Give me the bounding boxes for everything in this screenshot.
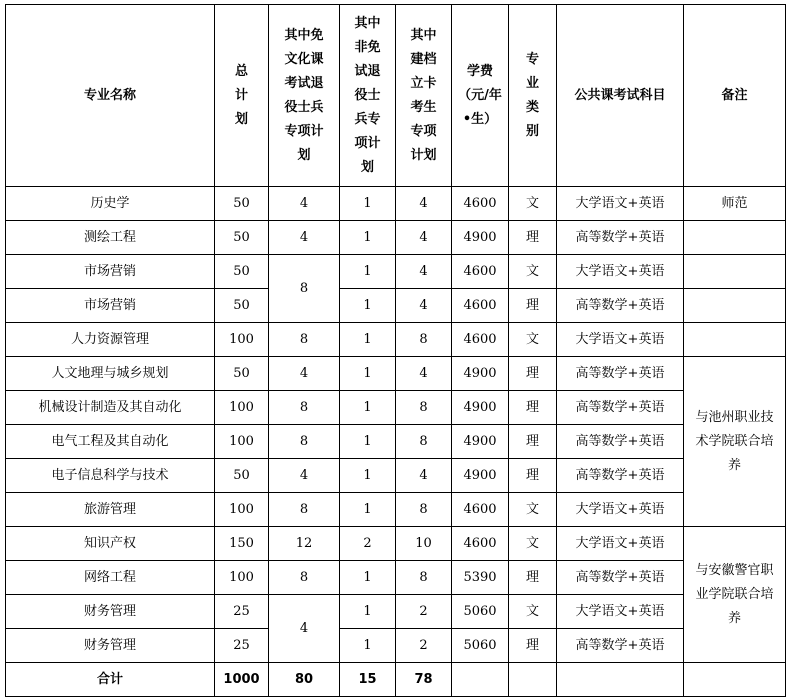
exempt-cell: 4	[269, 221, 340, 255]
total-cell: 25	[215, 595, 269, 629]
poverty-cell: 4	[396, 187, 452, 221]
non-exempt-cell: 1	[340, 391, 396, 425]
poverty-cell: 10	[396, 527, 452, 561]
category-cell: 理	[509, 391, 557, 425]
poverty-cell: 4	[396, 255, 452, 289]
table-row	[6, 391, 786, 425]
subjects-cell: 高等数学+英语	[557, 357, 684, 391]
table-row	[6, 187, 786, 221]
category-cell: 文	[509, 527, 557, 561]
note-cell	[684, 221, 786, 255]
table-row	[6, 289, 786, 323]
fee-blank	[452, 663, 509, 697]
table-row	[6, 459, 786, 493]
enrollment-plan-table	[5, 4, 786, 697]
fee-cell: 4600	[452, 323, 509, 357]
poverty-cell: 4	[396, 221, 452, 255]
exempt-cell: 4	[269, 595, 340, 663]
subjects-cell: 高等数学+英语	[557, 629, 684, 663]
major-cell: 测绘工程	[6, 221, 215, 255]
table-row	[6, 255, 786, 289]
subjects-cell: 大学语文+英语	[557, 255, 684, 289]
subjects-cell: 高等数学+英语	[557, 391, 684, 425]
category-cell: 理	[509, 459, 557, 493]
exempt-cell: 8	[269, 391, 340, 425]
major-cell: 网络工程	[6, 561, 215, 595]
total-cell: 50	[215, 357, 269, 391]
note-chizhou: 与池州职业技术学院联合培养	[684, 357, 786, 527]
fee-cell: 4900	[452, 221, 509, 255]
subjects-cell: 高等数学+英语	[557, 561, 684, 595]
non-exempt-cell: 1	[340, 289, 396, 323]
note-cell: 师范	[684, 187, 786, 221]
category-cell: 文	[509, 493, 557, 527]
non-exempt-cell: 1	[340, 493, 396, 527]
table-row	[6, 527, 786, 561]
exempt-cell: 8	[269, 323, 340, 357]
poverty-cell: 8	[396, 425, 452, 459]
fee-cell: 4600	[452, 289, 509, 323]
fee-cell: 5060	[452, 595, 509, 629]
category-cell: 理	[509, 289, 557, 323]
major-cell: 历史学	[6, 187, 215, 221]
fee-cell: 4900	[452, 459, 509, 493]
exempt-cell: 8	[269, 255, 340, 323]
header-category: 专业类别	[509, 5, 557, 187]
total-cell: 100	[215, 391, 269, 425]
fee-cell: 4900	[452, 357, 509, 391]
category-cell: 文	[509, 255, 557, 289]
header-notes: 备注	[684, 5, 786, 187]
fee-cell: 4600	[452, 255, 509, 289]
note-cell	[684, 255, 786, 289]
major-cell: 电气工程及其自动化	[6, 425, 215, 459]
exempt-cell: 8	[269, 425, 340, 459]
category-cell: 理	[509, 561, 557, 595]
fee-cell: 4900	[452, 391, 509, 425]
category-cell: 理	[509, 425, 557, 459]
category-cell: 文	[509, 323, 557, 357]
poverty-cell: 2	[396, 629, 452, 663]
non-exempt-cell: 1	[340, 255, 396, 289]
poverty-cell: 4	[396, 357, 452, 391]
exempt-cell: 8	[269, 561, 340, 595]
total-cell: 25	[215, 629, 269, 663]
subjects-cell: 高等数学+英语	[557, 221, 684, 255]
note-cell	[684, 323, 786, 357]
major-cell: 机械设计制造及其自动化	[6, 391, 215, 425]
poverty-cell: 8	[396, 323, 452, 357]
non-exempt-cell: 1	[340, 425, 396, 459]
fee-cell: 5060	[452, 629, 509, 663]
exempt-cell: 4	[269, 459, 340, 493]
exempt-cell: 4	[269, 187, 340, 221]
poverty-cell: 8	[396, 493, 452, 527]
header-fee: 学费（元/年•生）	[452, 5, 509, 187]
subjects-blank	[557, 663, 684, 697]
header-exempt: 其中免文化课考试退役士兵专项计划	[269, 5, 340, 187]
total-cell: 100	[215, 493, 269, 527]
subjects-cell: 高等数学+英语	[557, 289, 684, 323]
major-cell: 人力资源管理	[6, 323, 215, 357]
non-exempt-cell: 1	[340, 357, 396, 391]
table-row	[6, 493, 786, 527]
subjects-cell: 大学语文+英语	[557, 493, 684, 527]
fee-cell: 4900	[452, 425, 509, 459]
table-row	[6, 357, 786, 391]
table-row	[6, 221, 786, 255]
subjects-cell: 大学语文+英语	[557, 527, 684, 561]
non-exempt-cell: 1	[340, 187, 396, 221]
total-cell: 150	[215, 527, 269, 561]
table-row	[6, 629, 786, 663]
header-poverty: 其中建档立卡考生专项计划	[396, 5, 452, 187]
note-cell	[684, 289, 786, 323]
category-blank	[509, 663, 557, 697]
major-cell: 财务管理	[6, 629, 215, 663]
major-cell: 知识产权	[6, 527, 215, 561]
total-cell: 100	[215, 561, 269, 595]
non-exempt-cell: 2	[340, 527, 396, 561]
note-blank	[684, 663, 786, 697]
table-row	[6, 425, 786, 459]
subjects-cell: 大学语文+英语	[557, 187, 684, 221]
total-cell: 100	[215, 323, 269, 357]
major-cell: 财务管理	[6, 595, 215, 629]
total-row	[6, 663, 786, 697]
exempt-cell: 8	[269, 493, 340, 527]
fee-cell: 4600	[452, 493, 509, 527]
major-cell: 市场营销	[6, 289, 215, 323]
non-exempt-cell: 1	[340, 323, 396, 357]
table-row	[6, 595, 786, 629]
category-cell: 文	[509, 595, 557, 629]
exempt-sum: 80	[269, 663, 340, 697]
subjects-cell: 高等数学+英语	[557, 459, 684, 493]
category-cell: 理	[509, 629, 557, 663]
table-row	[6, 561, 786, 595]
poverty-cell: 8	[396, 391, 452, 425]
category-cell: 理	[509, 357, 557, 391]
table-row	[6, 323, 786, 357]
fee-cell: 4600	[452, 187, 509, 221]
subjects-cell: 大学语文+英语	[557, 323, 684, 357]
poverty-cell: 4	[396, 459, 452, 493]
total-cell: 50	[215, 187, 269, 221]
subjects-cell: 大学语文+英语	[557, 595, 684, 629]
total-cell: 50	[215, 221, 269, 255]
category-cell: 文	[509, 187, 557, 221]
fee-cell: 4600	[452, 527, 509, 561]
header-major: 专业名称	[6, 5, 215, 187]
major-cell: 市场营销	[6, 255, 215, 289]
poverty-sum: 78	[396, 663, 452, 697]
fee-cell: 5390	[452, 561, 509, 595]
poverty-cell: 8	[396, 561, 452, 595]
exempt-cell: 12	[269, 527, 340, 561]
header-row	[6, 5, 786, 187]
header-non-exempt: 其中非免试退役士兵专项计划	[340, 5, 396, 187]
category-cell: 理	[509, 221, 557, 255]
header-total: 总计划	[215, 5, 269, 187]
note-police: 与安徽警官职业学院联合培养	[684, 527, 786, 663]
total-label: 合计	[6, 663, 215, 697]
header-subjects: 公共课考试科目	[557, 5, 684, 187]
non-exempt-cell: 1	[340, 459, 396, 493]
non-exempt-sum: 15	[340, 663, 396, 697]
poverty-cell: 4	[396, 289, 452, 323]
major-cell: 电子信息科学与技术	[6, 459, 215, 493]
non-exempt-cell: 1	[340, 221, 396, 255]
subjects-cell: 高等数学+英语	[557, 425, 684, 459]
total-sum: 1000	[215, 663, 269, 697]
total-cell: 50	[215, 255, 269, 289]
poverty-cell: 2	[396, 595, 452, 629]
major-cell: 人文地理与城乡规划	[6, 357, 215, 391]
non-exempt-cell: 1	[340, 561, 396, 595]
total-cell: 100	[215, 425, 269, 459]
total-cell: 50	[215, 459, 269, 493]
exempt-cell: 4	[269, 357, 340, 391]
total-cell: 50	[215, 289, 269, 323]
non-exempt-cell: 1	[340, 629, 396, 663]
non-exempt-cell: 1	[340, 595, 396, 629]
major-cell: 旅游管理	[6, 493, 215, 527]
